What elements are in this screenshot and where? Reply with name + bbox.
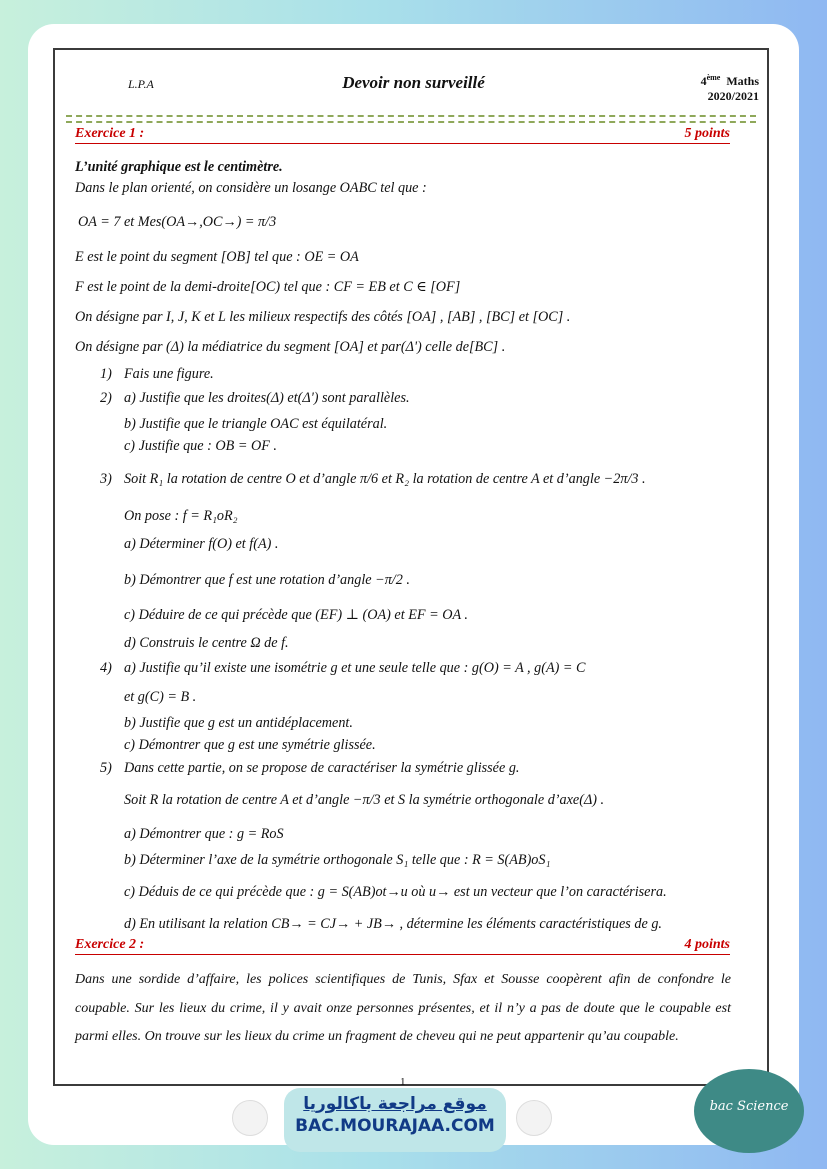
question-text: a) Justifie que les droites(Δ) et(Δ') sont parallèles.: [124, 390, 410, 406]
question-text: b) Justifie que g est un antidéplacement.: [124, 715, 353, 731]
exercise-2-title: Exercice 2 : 4 points: [75, 937, 730, 955]
ex1-line: On désigne par I, J, K et L les milieux respectifs des côtés [OA] , [AB] , [BC] et [OC] .: [75, 309, 571, 325]
banner-url: BAC.MOURAJAA.COM: [295, 1116, 495, 1136]
question-text: Soit R₁ la rotation de centre O et d’angle π/6 et R₂ la rotation de centre A et d’angle −2π/3 .: [124, 471, 646, 487]
question-text: d) Construis le centre Ω de f.: [124, 635, 289, 651]
question-text: On pose : f = R₁oR₂: [124, 508, 238, 524]
question-text: b) Démontrer que f est une rotation d’angle −π/2 .: [124, 572, 410, 588]
question-text: a) Déterminer f(O) et f(A) .: [124, 536, 279, 552]
question-text: Fais une figure.: [124, 366, 214, 382]
question-text: b) Déterminer l’axe de la symétrie orthogonale S₁ telle que : R = S(AB)oS₁: [124, 852, 551, 868]
question-text: c) Déduire de ce qui précède que (EF) ⊥ (OA) et EF = OA .: [124, 607, 468, 623]
ex1-line: Dans le plan orienté, on considère un losange OABC tel que :: [75, 180, 427, 196]
bac-science-logo: bac Science: [694, 1069, 804, 1153]
level-label: 4ème Maths: [700, 73, 759, 88]
question-number: 1): [100, 366, 112, 382]
exercise-2-text: Dans une sordide d’affaire, les polices scientifiques de Tunis, Sfax et Sousse coopèrent afin de confondre le coupable. Sur les lieux du crime, il y avait onze personnes présentes, et il n’y a pas de doute que le coupable est parmi elles. On trouve sur les lieux du crime un fragment de cheveu qui ne peut appartenir qu’au coupable.: [75, 972, 731, 1044]
question-text: et g(C) = B .: [124, 689, 197, 705]
seal-icon: [232, 1100, 268, 1136]
page-number: 1: [400, 1076, 406, 1088]
banner-arabic: موقع مراجعة باكالوريا: [303, 1094, 487, 1114]
question-text: c) Justifie que : OB = OF .: [124, 438, 277, 454]
question-text: c) Déduis de ce qui précède que : g = S(AB)ot→u où u→ est un vecteur que l’on caractérisera.: [124, 884, 667, 900]
question-number: 2): [100, 390, 112, 406]
page-title: Devoir non surveillé: [342, 73, 485, 92]
ex1-line: OA = 7 et Mes(OA→,OC→) = π/3: [78, 214, 277, 230]
school-label: L.P.A: [128, 77, 154, 91]
ex1-line: F est le point de la demi-droite[OC) tel que : CF = EB et C ∈ [OF]: [75, 279, 461, 295]
question-text: b) Justifie que le triangle OAC est équilatéral.: [124, 416, 388, 432]
divider: [66, 115, 756, 117]
school-year: 2020/2021: [707, 89, 759, 103]
divider: [66, 121, 756, 123]
question-text: a) Démontrer que : g = RoS: [124, 826, 284, 842]
question-text: Dans cette partie, on se propose de caractériser la symétrie glissée g.: [124, 760, 520, 776]
question-text: d) En utilisant la relation CB→ = CJ→ + JB→ , détermine les éléments caractéristiques de g.: [124, 916, 662, 932]
ex1-line: L’unité graphique est le centimètre.: [75, 159, 283, 175]
question-text: Soit R la rotation de centre A et d’angle −π/3 et S la symétrie orthogonale d’axe(Δ) .: [124, 792, 605, 808]
site-banner[interactable]: [284, 1088, 506, 1152]
ex1-line: E est le point du segment [OB] tel que : OE = OA: [75, 249, 359, 265]
question-number: 3): [100, 471, 112, 487]
question-text: c) Démontrer que g est une symétrie glissée.: [124, 737, 376, 753]
seal-icon: [516, 1100, 552, 1136]
question-number: 4): [100, 660, 112, 676]
exercise-1-title: Exercice 1 : 5 points: [75, 126, 730, 144]
ex1-line: On désigne par (Δ) la médiatrice du segment [OA] et par(Δ') celle de[BC] .: [75, 339, 506, 355]
question-text: a) Justifie qu’il existe une isométrie g et une seule telle que : g(O) = A , g(A) = C: [124, 660, 586, 676]
question-number: 5): [100, 760, 112, 776]
